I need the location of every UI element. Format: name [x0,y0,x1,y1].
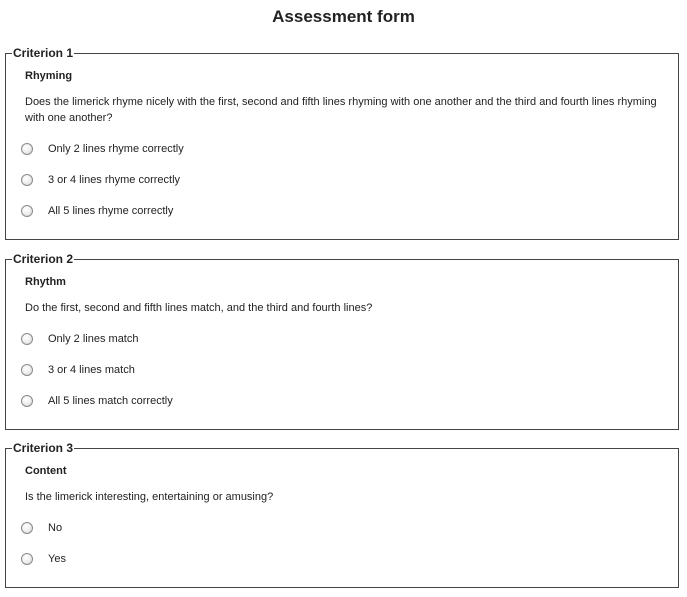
criterion-1-fieldset [5,46,679,240]
criterion-3-option-1-radio[interactable] [21,522,33,534]
criterion-1-options [25,133,678,226]
criterion-3-legend: Criterion 3 [13,441,74,455]
criterion-3-option-2[interactable] [25,543,678,574]
criterion-1-option-3-label[interactable]: All 5 lines rhyme correctly [48,204,174,217]
criterion-1-option-1-label[interactable]: Only 2 lines rhyme correctly [48,142,184,155]
criterion-3-fieldset [5,441,679,588]
criterion-2-option-1-radio[interactable] [21,333,33,345]
criterion-1-legend: Criterion 1 [13,46,74,60]
criterion-3-option-2-radio[interactable] [21,553,33,565]
criterion-2-heading: Rhythm [25,276,66,288]
criterion-2-legend: Criterion 2 [13,252,74,266]
criterion-1-option-2-radio[interactable] [21,174,33,186]
criterion-3-option-1-label[interactable]: No [48,521,63,534]
criterion-3-option-2-label[interactable]: Yes [48,552,66,565]
criterion-3-question: Is the limerick interesting, entertaining or amusing? [25,491,274,503]
criterion-1-option-1-radio[interactable] [21,143,33,155]
criterion-2-fieldset [5,252,679,430]
criterion-2-option-2-radio[interactable] [21,364,33,376]
criterion-2-options [25,323,678,416]
criterion-3-heading: Content [25,465,67,477]
criterion-1-option-2[interactable] [25,164,678,195]
criterion-2-option-1[interactable] [25,323,678,354]
criterion-1-option-1[interactable] [25,133,678,164]
criterion-2-option-3-radio[interactable] [21,395,33,407]
criterion-3-options [25,512,678,574]
criterion-2-option-2-label[interactable]: 3 or 4 lines match [48,363,135,376]
page-title: Assessment form [272,7,415,26]
criterion-1-option-3[interactable] [25,195,678,226]
criterion-2-option-1-label[interactable]: Only 2 lines match [48,332,139,345]
criterion-3-option-1[interactable] [25,512,678,543]
criterion-2-option-3-label[interactable]: All 5 lines match correctly [48,394,173,407]
criterion-2-option-3[interactable] [25,385,678,416]
criterion-1-option-2-label[interactable]: 3 or 4 lines rhyme correctly [48,173,181,186]
criterion-2-option-2[interactable] [25,354,678,385]
criterion-2-question: Do the first, second and fifth lines match, and the third and fourth lines? [25,302,373,314]
criterion-1-heading: Rhyming [25,70,73,82]
criterion-1-question: Does the limerick rhyme nicely with the first, second and fifth lines rhyming with one another and the third and fourth lines rhyming with one another? [25,96,657,124]
criterion-1-option-3-radio[interactable] [21,205,33,217]
